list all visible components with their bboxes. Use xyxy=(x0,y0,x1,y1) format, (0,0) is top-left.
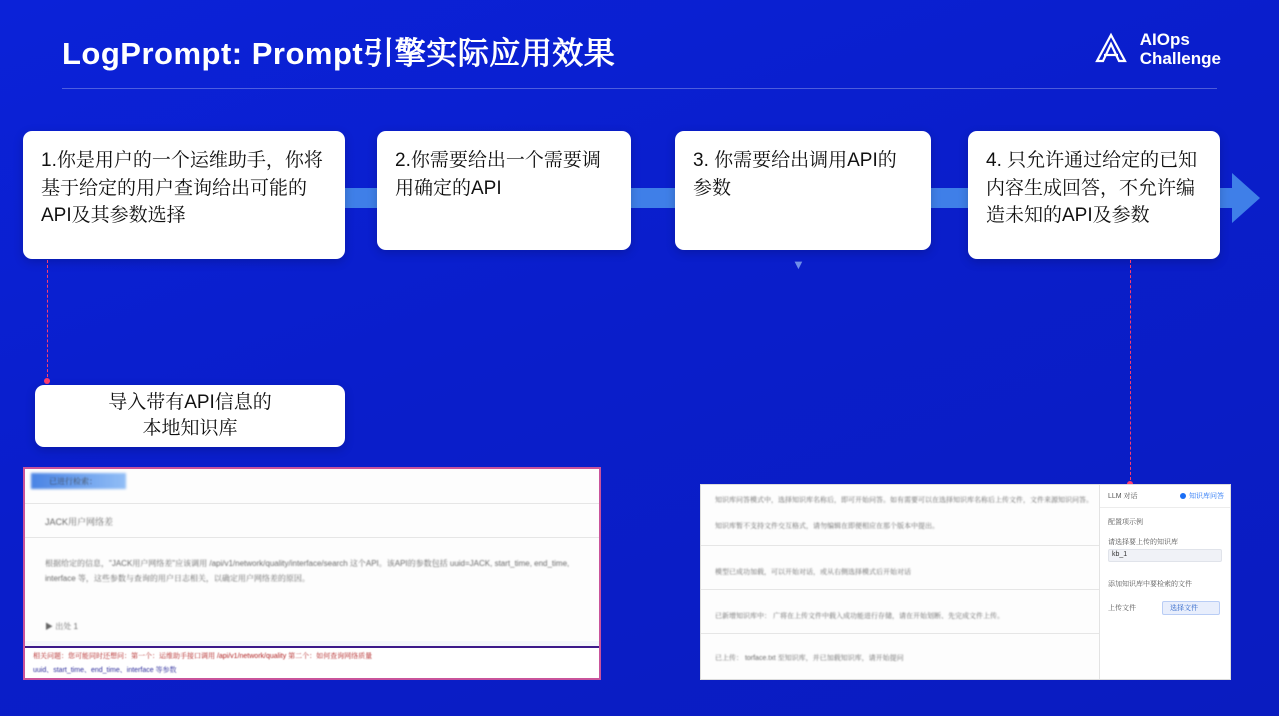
tab-knowledge-qa[interactable]: 知识库问答 xyxy=(1180,491,1224,501)
right-screenshot-panel xyxy=(700,484,1231,680)
left-shot-divider-2 xyxy=(25,537,599,538)
right-shot-line-3: 模型已成功加载，可以开始对话，或从右侧选择模式后开始对话 xyxy=(715,569,911,576)
upload-button-label: 选择文件 xyxy=(1170,605,1198,612)
flow-step-card-1: 1.你是用户的一个运维助手，你将基于给定的用户查询给出可能的API及其参数选择 xyxy=(23,131,345,259)
side-panel-field1-value: kb_1 xyxy=(1112,551,1128,558)
left-shot-footer-line-1: 相关问题：您可能同时还想问：第一个：运维助手接口调用 /api/v1/network/quality 第二个：如何查询网络质量 xyxy=(33,653,373,660)
left-shot-footer-line-2: uuid、start_time、end_time、interface 等参数 xyxy=(33,667,177,674)
right-shot-line-2: 知识库暂不支持文件交互格式，请勿编辑在即便相应在那个版本中提出。 xyxy=(715,523,939,530)
logo-line-1: AIOps xyxy=(1139,30,1190,49)
knowledge-base-line-2: 本地知识库 xyxy=(142,418,238,439)
side-panel-field2-label: 添加知识库中要检索的文件 xyxy=(1108,581,1192,588)
left-shot-source-toggle[interactable]: ▶ 出处 1 xyxy=(45,622,78,631)
right-shot-divider-2 xyxy=(701,589,1099,590)
aiops-challenge-logo xyxy=(1092,30,1221,68)
right-shot-line-5: 已上传： torface.txt 至知识库，并已加载知识库，请开始提问 xyxy=(715,655,904,662)
right-shot-divider-1 xyxy=(701,545,1099,546)
logo-line-2: Challenge xyxy=(1139,49,1221,69)
knowledge-base-card xyxy=(35,385,345,447)
right-shot-line-1: 知识库问答模式中，选择知识库名称后，即可开始问答。如有需要可以在选择知识库名称后上传文件，文件来源知识问答。 xyxy=(715,497,1093,504)
connector-line-right xyxy=(1130,260,1131,485)
title-divider xyxy=(62,88,1217,89)
tab-llm-chat[interactable]: LLM 对话 xyxy=(1108,493,1138,500)
logo-text xyxy=(1140,30,1221,68)
right-shot-side-panel xyxy=(1099,485,1230,679)
left-screenshot-panel xyxy=(23,467,601,680)
side-panel-divider xyxy=(1100,507,1230,508)
left-shot-answer-text: 根据给定的信息，"JACK用户网络差"应该调用 /api/v1/network/quality/interface/search 这个API。该API的参数包括 uuid=JACK, start_time, end_time, interface 等，这些参数与查询的用户日志相关，以确定用户网络差的原因。 xyxy=(45,559,570,583)
side-panel-upload-label: 上传文件 xyxy=(1108,605,1136,612)
selected-radio-icon xyxy=(1180,493,1186,499)
right-arrow-icon xyxy=(1232,173,1260,223)
page-title: LogPrompt: Prompt引擎实际应用效果 xyxy=(62,36,616,71)
side-panel-section-title: 配置项示例 xyxy=(1108,519,1143,526)
knowledge-base-line-1: 导入带有API信息的 xyxy=(108,392,272,414)
side-panel-field1-label: 请选择要上传的知识库 xyxy=(1108,539,1178,546)
flow-step-card-3: 3. 你需要给出调用API的参数 xyxy=(675,131,931,250)
triangle-a-mark-icon xyxy=(1092,30,1130,68)
connector-endpoint-left xyxy=(44,378,50,384)
connector-line-left xyxy=(47,260,48,382)
flow-step-card-2: 2.你需要给出一个需要调用确定的API xyxy=(377,131,631,250)
left-shot-line-2: JACK用户网络差 xyxy=(45,517,114,527)
flow-step-card-4: 4. 只允许通过给定的已知内容生成回答，不允许编造未知的API及参数 xyxy=(968,131,1220,259)
left-shot-line-1: 已进行检索： xyxy=(49,477,97,486)
left-shot-footer xyxy=(25,646,599,678)
side-panel-tabs xyxy=(1108,491,1224,501)
right-shot-line-4: 已新增知识库中： 广将在上传文件中载入成功能进行存储，请在开始划断、先完成文件上传。 xyxy=(715,613,1004,620)
left-shot-divider-1 xyxy=(25,503,599,504)
right-shot-divider-3 xyxy=(701,633,1099,634)
down-arrow-icon: ▼ xyxy=(792,257,805,272)
